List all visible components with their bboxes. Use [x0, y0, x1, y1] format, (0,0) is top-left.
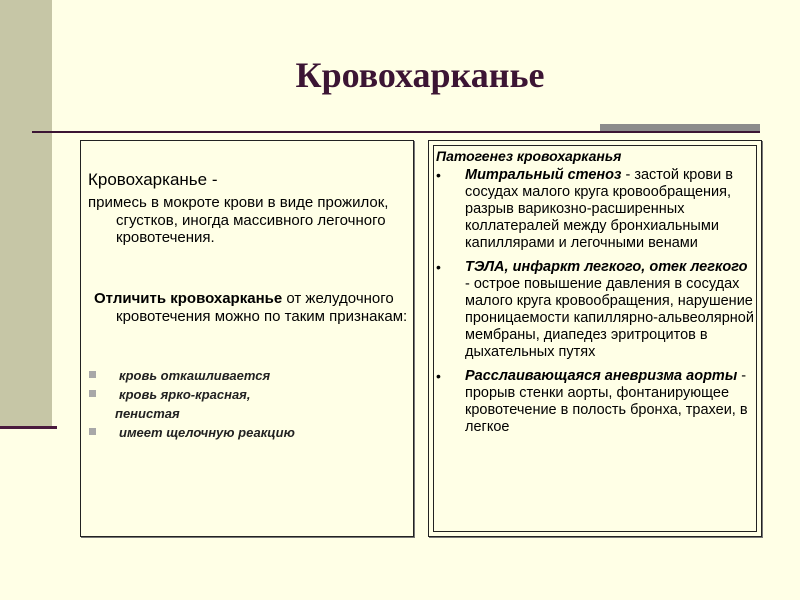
list-item — [436, 167, 756, 252]
list-item — [436, 368, 756, 436]
title-rule — [32, 131, 760, 133]
list-item — [436, 259, 756, 361]
definition-text: примесь в мокроте крови в виде прожилок, сгустков, иногда массивного легочного кровотечения. — [88, 194, 389, 246]
square-bullet-icon — [89, 428, 96, 435]
list-item — [88, 366, 295, 385]
sign-text: кровь ярко-красная, — [119, 387, 251, 402]
list-item — [88, 404, 295, 423]
differentiation-rest: от желудочного кровотечения можно по таким признакам: — [116, 290, 408, 325]
sign-text: кровь откашливается — [119, 368, 271, 383]
side-bar-underline — [0, 426, 57, 429]
list-item — [88, 423, 295, 442]
sign-text: имеет щелочную реакцию — [119, 425, 295, 440]
bullet-dot-icon: • — [436, 368, 441, 384]
list-item — [88, 385, 295, 404]
definition-heading: Кровохарканье - — [88, 170, 218, 189]
cause-name: ТЭЛА, инфаркт легкого, отек легкого — [465, 259, 748, 275]
pathogenesis-heading: Патогенез кровохарканья — [436, 148, 622, 164]
cause-name: Митральный стеноз — [465, 167, 622, 183]
differentiation-text — [94, 290, 416, 325]
cause-description: - застой крови в сосудах малого круга кровообращения, разрыв варикозно-расширенных коллатералей между бронхиальными капиллярами и легочными венами — [465, 167, 733, 251]
cause-description: - прорыв стенки аорты, фонтанирующее кровотечение в полость бронха, трахеи, в легкое — [465, 368, 748, 435]
differentiation-lead: Отличить кровохарканье — [94, 290, 283, 307]
signs-list — [88, 366, 295, 442]
pathogenesis-list — [436, 167, 756, 443]
cause-name: Расслаивающаяся аневризма аорты — [465, 368, 738, 384]
bullet-dot-icon: • — [436, 167, 441, 183]
cause-description: - острое повышение давления в сосудах малого круга кровообращения, нарушение проницаемости капиллярно-альвеолярной мембраны, диапедез эритроцитов в дыхательных путях — [465, 276, 754, 360]
bullet-dot-icon: • — [436, 259, 441, 275]
sign-text: пенистая — [115, 406, 180, 421]
square-bullet-icon — [89, 371, 96, 378]
slide-title: Кровохарканье — [295, 55, 545, 95]
square-bullet-icon — [89, 390, 96, 397]
